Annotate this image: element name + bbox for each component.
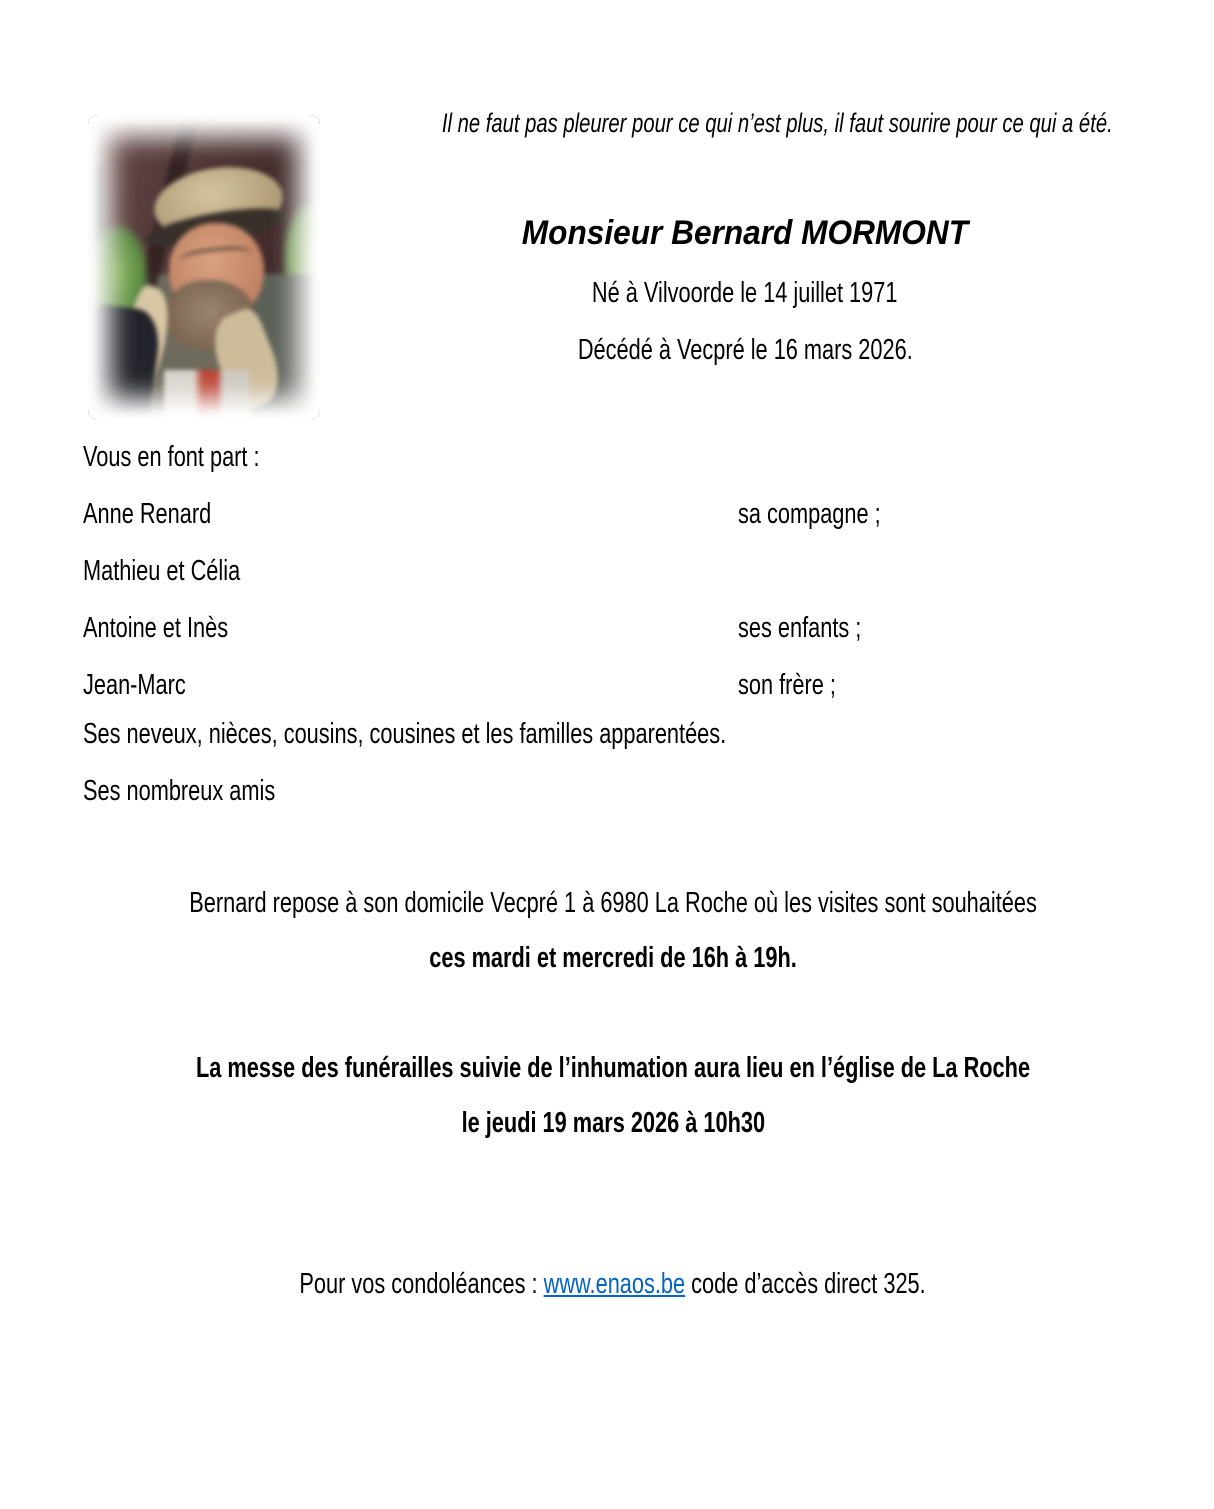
epitaph-quote — [330, 107, 1160, 141]
funeral-line-text: La messe des funérailles suivie de l’inhumation aura lieu en l’église de La Roche — [195, 1052, 1031, 1084]
family-names: Antoine et Inès — [83, 612, 229, 644]
family-names: Mathieu et Célia — [83, 555, 241, 587]
condolences-prefix: Pour vos condoléances : — [299, 1268, 545, 1300]
family-relation: ses enfants ; — [738, 612, 862, 644]
deceased-name-heading — [330, 212, 1160, 255]
family-row — [83, 553, 1214, 589]
deceased-name-text: Monsieur Bernard MORMONT — [521, 214, 969, 252]
friends-line — [83, 773, 339, 809]
family-names: Anne Renard — [83, 498, 212, 530]
family-names: Jean-Marc — [83, 669, 186, 701]
announcement-intro — [83, 439, 318, 475]
funeral-line — [12, 1050, 1214, 1086]
repose-line-text: Bernard repose à son domicile Vecpré 1 à 6980 La Roche où les visites sont souhaitées — [189, 887, 1037, 919]
family-row — [83, 610, 1214, 646]
photo-vignette — [88, 115, 320, 420]
relatives-line — [83, 716, 941, 752]
condolences-line-text — [300, 1266, 926, 1302]
death-line-text: Décédé à Vecpré le 16 mars 2026. — [577, 334, 913, 366]
announcement-intro-text: Vous en font part : — [83, 441, 260, 473]
visit-hours-text: ces mardi et mercredi de 16h à 19h. — [429, 942, 797, 974]
death-line — [330, 332, 1160, 368]
portrait-photo — [88, 115, 320, 420]
family-relation: sa compagne ; — [738, 498, 881, 530]
funeral-datetime-text: le jeudi 19 mars 2026 à 10h30 — [461, 1107, 765, 1139]
family-row — [83, 496, 1214, 532]
birth-line — [330, 275, 1160, 311]
visit-hours-line — [12, 940, 1214, 976]
friends-line-text: Ses nombreux amis — [83, 775, 276, 807]
funeral-datetime-line — [12, 1105, 1214, 1141]
condolences-suffix: code d’accès direct 325. — [685, 1268, 927, 1300]
repose-line — [12, 885, 1214, 921]
condolences-line — [12, 1266, 1214, 1302]
relatives-line-text: Ses neveux, nièces, cousins, cousines et les familles apparentées. — [83, 718, 727, 750]
family-relation: son frère ; — [738, 669, 836, 701]
epitaph-quote-text: Il ne faut pas pleurer pour ce qui n’est plus, il faut sourire pour ce qui a été. — [441, 108, 1113, 138]
birth-line-text: Né à Vilvoorde le 14 juillet 1971 — [592, 277, 898, 309]
condolences-link[interactable]: www.enaos.be — [544, 1268, 686, 1300]
family-row — [83, 667, 1214, 703]
